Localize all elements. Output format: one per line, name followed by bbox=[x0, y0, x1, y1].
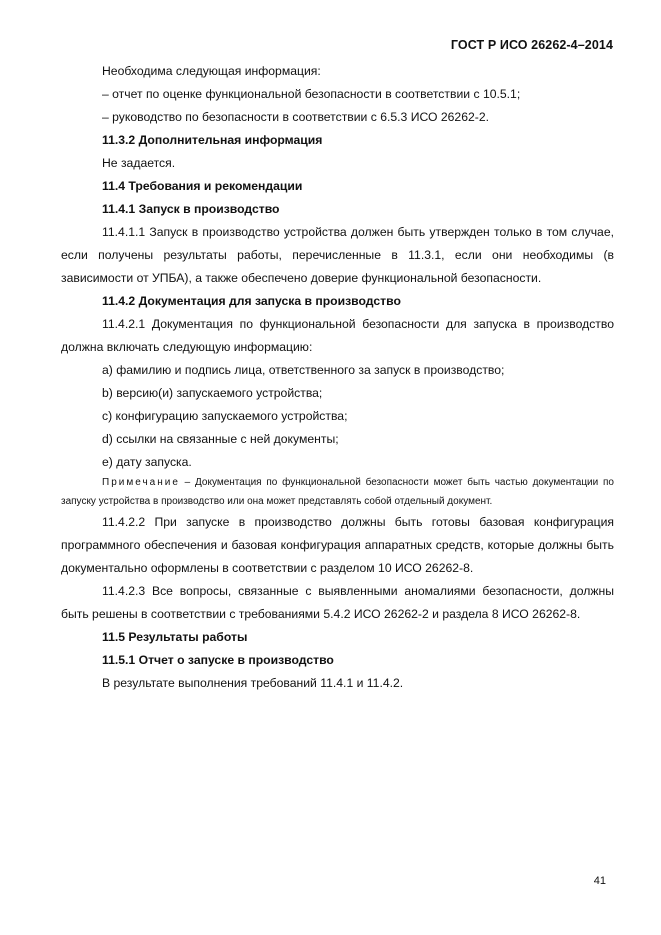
dash-item-2: – руководство по безопасности в соответствии с 6.5.3 ИСО 26262-2. bbox=[102, 110, 489, 124]
list-item-c: c) конфигурацию запускаемого устройства; bbox=[102, 409, 348, 423]
heading-11-5-1: 11.5.1 Отчет о запуске в производство bbox=[102, 653, 334, 667]
paragraph-11-4-2-3: 11.4.2.3 Все вопросы, связанные с выявленными аномалиями безопасности, должны быть решены в соответствии с требованиями 5.4.2 ИСО 26262-2 и раздела 8 ИСО 26262-8. bbox=[61, 584, 614, 621]
heading-11-5: 11.5 Результаты работы bbox=[102, 630, 248, 644]
list-item-a: a) фамилию и подпись лица, ответственного за запуск в производство; bbox=[102, 363, 505, 377]
dash-item-1: – отчет по оценке функциональной безопасности в соответствии с 10.5.1; bbox=[102, 87, 521, 101]
note-label: Примечание bbox=[102, 477, 180, 488]
standard-code-header: ГОСТ Р ИСО 26262-4–2014 bbox=[450, 38, 613, 52]
heading-11-4: 11.4 Требования и рекомендации bbox=[102, 179, 303, 193]
not-set-line: Не задается. bbox=[102, 156, 176, 170]
list-item-d: d) ссылки на связанные с ней документы; bbox=[102, 432, 339, 446]
intro-line: Необходима следующая информация: bbox=[102, 64, 321, 78]
paragraph-11-4-2-1: 11.4.2.1 Документация по функциональной безопасности для запуска в производство должна включать следующую информацию: bbox=[61, 317, 614, 354]
heading-11-4-1: 11.4.1 Запуск в производство bbox=[102, 202, 280, 216]
paragraph-11-4-2-2: 11.4.2.2 При запуске в производство должны быть готовы базовая конфигурация программного обеспечения и базовая конфигурация аппаратных средств, которые должны быть документально оформлены в соответствии с разделом 10 ИСО 26262-8. bbox=[61, 515, 614, 575]
paragraph-11-4-1-1: 11.4.1.1 Запуск в производство устройства должен быть утвержден только в том случае, если получены результаты работы, перечисленные в 11.3.1, если они необходимы (в зависимости от УПБА), а также обеспечено доверие функциональной безопасности. bbox=[61, 225, 614, 285]
note-text: – Документация по функциональной безопасности может быть частью документации по запуску устройства в производство или она может представлять собой отдельный документ. bbox=[61, 477, 614, 507]
page-content bbox=[61, 60, 614, 695]
heading-11-3-2: 11.3.2 Дополнительная информация bbox=[102, 133, 323, 147]
note-block bbox=[61, 474, 614, 511]
page-number: 41 bbox=[593, 875, 606, 887]
heading-11-4-2: 11.4.2 Документация для запуска в производство bbox=[102, 294, 401, 308]
list-item-b: b) версию(и) запускаемого устройства; bbox=[102, 386, 323, 400]
result-line: В результате выполнения требований 11.4.1 и 11.4.2. bbox=[102, 676, 404, 690]
list-item-e: e) дату запуска. bbox=[102, 455, 192, 469]
